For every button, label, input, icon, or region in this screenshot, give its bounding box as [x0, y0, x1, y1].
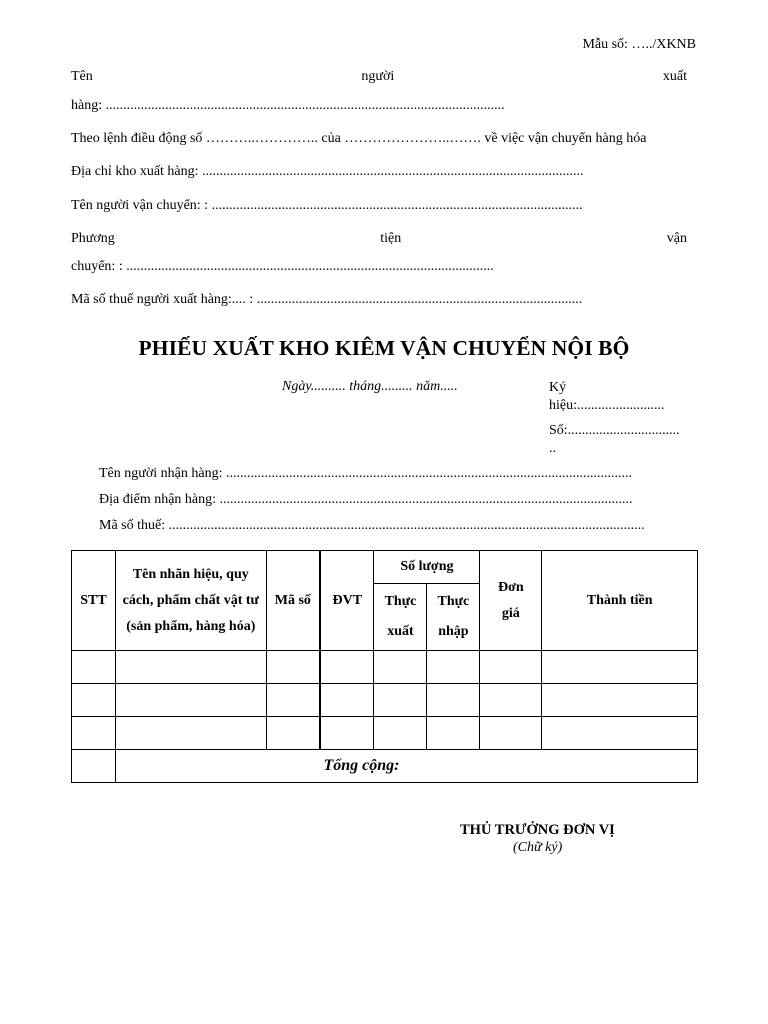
table-cell: [266, 651, 320, 684]
table-cell: [115, 717, 266, 750]
receiver-place-line: Địa điểm nhận hàng: ......................................................................................................................: [99, 492, 633, 507]
table-cell: [115, 651, 266, 684]
vehicle-word-2: tiện: [380, 231, 402, 246]
col-unit: ĐVT: [320, 551, 374, 651]
col-stt: STT: [72, 551, 116, 651]
symbol-field: [549, 379, 665, 415]
table-cell: [72, 717, 116, 750]
receiver-tax-line: Mã số thuế: ........................................................................................................................................: [99, 518, 645, 533]
table-cell: [320, 684, 374, 717]
col-actual-export: [374, 584, 427, 651]
total-label: Tổng cộng:: [115, 750, 697, 783]
table-cell: [374, 717, 427, 750]
table-cell: [480, 684, 542, 717]
sender-tax-line: Mã số thuế người xuất hàng:.... : .............................................................................................: [71, 292, 583, 307]
total-row: [72, 750, 698, 783]
table-cell: [72, 684, 116, 717]
col-unit-price-2: giá: [501, 605, 520, 621]
vehicle-word-1: Phương: [71, 231, 115, 246]
number-line-1: Số:................................: [549, 423, 680, 438]
table-cell: [374, 684, 427, 717]
table-cell: [374, 651, 427, 684]
col-amount: Thành tiền: [542, 551, 698, 651]
col-actual-import-2: nhập: [438, 624, 469, 639]
col-actual-import-1: Thực: [437, 594, 470, 609]
table-cell: [542, 651, 698, 684]
vehicle-word-3: vận: [666, 231, 687, 246]
col-unit-price: [480, 551, 542, 651]
col-quantity: Số lượng: [374, 551, 480, 584]
form-number: Mẫu số: …../XKNB: [582, 37, 696, 52]
receiver-name-line: Tên người nhận hàng: ....................................................................................................................: [99, 466, 632, 481]
table-cell: [115, 684, 266, 717]
sender-word-3: xuất: [662, 69, 687, 84]
signature-title: THỦ TRƯỞNG ĐƠN VỊ: [460, 822, 615, 838]
table-cell: [266, 717, 320, 750]
col-item-name: [115, 551, 266, 651]
table-cell: [480, 651, 542, 684]
transporter-name-line: Tên người vận chuyển: : ..........................................................................................................: [71, 198, 583, 213]
col-actual-export-1: Thực: [384, 594, 417, 609]
vehicle-line: [71, 230, 687, 248]
col-actual-import: [427, 584, 480, 651]
vehicle-cont: chuyển: : .........................................................................................................: [71, 259, 494, 274]
table-cell: [266, 684, 320, 717]
col-unit-price-1: Đơn: [497, 579, 524, 595]
symbol-line-2: hiệu:.........................: [549, 398, 665, 413]
goods-table: [71, 550, 698, 783]
table-row: [72, 717, 698, 750]
table-row: [72, 651, 698, 684]
table-cell: [427, 717, 480, 750]
table-cell: [427, 651, 480, 684]
table-cell: [427, 684, 480, 717]
table-cell: [320, 651, 374, 684]
sender-word-2: người: [361, 69, 395, 84]
number-field: [549, 422, 680, 458]
table-cell: [72, 651, 116, 684]
transfer-order-line: Theo lệnh điều động số ………..………….. của …………………..……. về việc vận chuyển hàng hóa: [71, 131, 647, 146]
table-cell: [542, 684, 698, 717]
number-line-2: ..: [549, 441, 556, 456]
document-title: PHIẾU XUẤT KHO KIÊM VẬN CHUYỂN NỘI BỘ: [138, 336, 630, 360]
table-cell: [480, 717, 542, 750]
sender-word-1: Tên: [71, 69, 93, 84]
sender-name-line: [71, 68, 687, 86]
col-item-name-1: Tên nhãn hiệu, quy: [132, 566, 249, 582]
col-item-name-3: (sản phẩm, hàng hóa): [126, 618, 256, 634]
col-item-name-2: cách, phẩm chất vật tư: [122, 592, 259, 608]
table-cell: [72, 750, 116, 783]
table-row: [72, 684, 698, 717]
signature-note: (Chữ ký): [513, 840, 563, 855]
table-cell: [320, 717, 374, 750]
symbol-line-1: Ký: [549, 380, 567, 395]
sender-name-cont: hàng: ..................................................................................................................: [71, 98, 505, 113]
col-code: Mã số: [266, 551, 320, 651]
date-line: Ngày.......... tháng......... năm.....: [282, 379, 458, 394]
col-actual-export-2: xuất: [387, 624, 414, 639]
warehouse-address-line: Địa chỉ kho xuất hàng: .............................................................................................................: [71, 164, 584, 179]
table-cell: [542, 717, 698, 750]
